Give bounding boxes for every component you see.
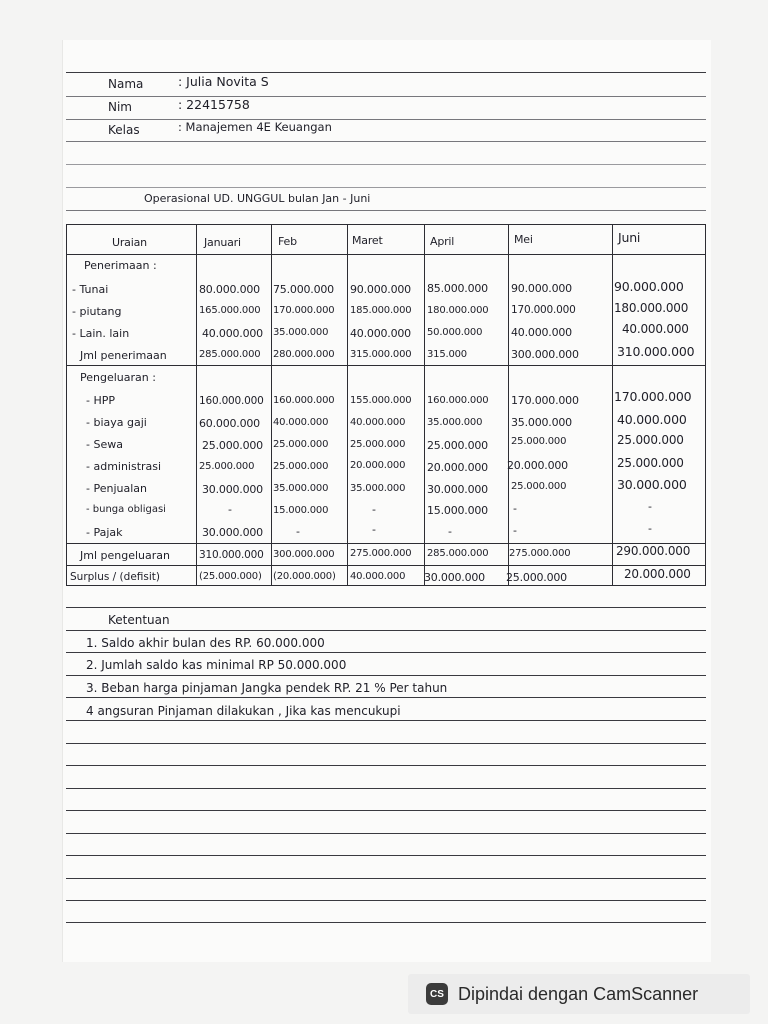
table-cell: 170.000.000 — [511, 394, 579, 407]
table-cell: 310.000.000 — [199, 549, 264, 561]
table-cell: 300.000.000 — [511, 348, 579, 361]
table-cell: 300.000.000 — [273, 549, 335, 560]
ruled-line — [66, 855, 706, 856]
ketentuan-item: 1. Saldo akhir bulan des RP. 60.000.000 — [86, 636, 325, 650]
table-cell: 80.000.000 — [199, 283, 260, 296]
table-cell: 275.000.000 — [350, 548, 412, 559]
column-header-juni: Juni — [618, 230, 641, 245]
table-cell: 30.000.000 — [617, 477, 687, 492]
row-label-surplus-defisit: Surplus / (defisit) — [70, 571, 160, 583]
row-label-jml-pengeluaran: Jml pengeluaran — [80, 549, 170, 562]
table-cell: 15.000.000 — [273, 505, 329, 516]
row-label-jml-penerimaan: Jml penerimaan — [80, 349, 167, 362]
column-divider — [612, 224, 613, 586]
ruled-line — [66, 833, 706, 834]
table-cell: 40.000.000 — [511, 326, 572, 339]
row-label-penjualan: - Penjualan — [86, 482, 147, 495]
table-cell: 285.000.000 — [199, 349, 261, 360]
table-cell: 15.000.000 — [427, 504, 488, 517]
ruled-line — [66, 96, 706, 97]
ruled-line — [66, 141, 706, 142]
table-cell: 25.000.000 — [511, 481, 567, 492]
ruled-line — [66, 810, 706, 811]
ruled-line — [66, 720, 706, 721]
column-divider — [508, 224, 509, 586]
table-cell: 35.000.000 — [511, 416, 572, 429]
ruled-line — [66, 187, 706, 188]
row-divider — [66, 365, 706, 366]
ketentuan-item: 4 angsuran Pinjaman dilakukan , Jika kas mencukupi — [86, 704, 401, 718]
column-divider — [424, 224, 425, 586]
nim-value: : 22415758 — [178, 97, 250, 112]
table-cell: 185.000.000 — [350, 305, 412, 316]
table-cell: 165.000.000 — [199, 305, 261, 316]
row-label-pajak: - Pajak — [86, 526, 123, 539]
ruled-line — [66, 630, 706, 631]
table-cell: 40.000.000 — [350, 327, 411, 340]
table-cell: 20.000.000 — [507, 459, 568, 472]
table-cell: - — [372, 523, 376, 536]
column-divider — [271, 224, 272, 586]
table-cell: 20.000.000 — [427, 461, 488, 474]
ruled-line — [66, 743, 706, 744]
row-label-biaya-gaji: - biaya gaji — [86, 416, 147, 429]
nim-label: Nim — [108, 100, 132, 114]
table-cell: 35.000.000 — [427, 417, 483, 428]
row-label-piutang: - piutang — [72, 305, 122, 318]
ruled-line — [66, 900, 706, 901]
table-cell: 20.000.000 — [350, 460, 406, 471]
table-cell: 25.000.000 — [617, 433, 684, 447]
table-cell: - — [228, 503, 232, 516]
table-cell: 160.000.000 — [427, 395, 489, 406]
ruled-line — [66, 788, 706, 789]
column-divider — [196, 224, 197, 586]
ruled-line — [66, 922, 706, 923]
table-cell: 40.000.000 — [273, 417, 329, 428]
table-cell: 275.000.000 — [509, 548, 571, 559]
nama-value: : Julia Novita S — [178, 74, 269, 89]
table-cell: 25.000.000 — [273, 461, 329, 472]
table-cell: 170.000.000 — [511, 304, 576, 316]
ruled-line — [66, 164, 706, 165]
ruled-line — [66, 765, 706, 766]
table-cell: 25.000.000 — [617, 456, 684, 470]
table-cell: 20.000.000 — [624, 567, 691, 581]
table-cell: 30.000.000 — [202, 483, 263, 496]
ketentuan-item: 2. Jumlah saldo kas minimal RP 50.000.000 — [86, 658, 347, 672]
table-cell: 40.000.000 — [202, 327, 263, 340]
table-cell: - — [513, 502, 517, 515]
column-header-feb: Feb — [278, 235, 297, 248]
row-label-lain-lain: - Lain. lain — [72, 327, 130, 340]
table-cell: 35.000.000 — [350, 483, 406, 494]
table-cell: 285.000.000 — [427, 548, 489, 559]
table-cell: 25.000.000 — [350, 439, 406, 450]
nama-label: Nama — [108, 77, 144, 91]
row-label-tunai: - Tunai — [72, 283, 109, 296]
table-cell: 315.000.000 — [350, 349, 412, 360]
table-cell: 25.000.000 — [273, 439, 329, 450]
row-label-administrasi: - administrasi — [86, 460, 162, 473]
table-cell: 90.000.000 — [614, 279, 684, 294]
table-cell: - — [448, 525, 452, 538]
column-header-maret: Maret — [352, 234, 383, 247]
ruled-line — [66, 607, 706, 608]
table-cell: - — [513, 524, 517, 537]
ruled-line — [66, 72, 706, 73]
row-divider — [66, 543, 706, 544]
camscanner-watermark — [408, 974, 750, 1014]
table-cell: 35.000.000 — [273, 483, 329, 494]
table-cell: 25.000.000 — [199, 461, 255, 472]
table-cell: - — [648, 500, 652, 513]
row-label-hpp: - HPP — [86, 394, 116, 407]
table-cell: 40.000.000 — [617, 412, 687, 427]
table-cell: - — [372, 503, 376, 516]
table-cell: 90.000.000 — [511, 282, 572, 295]
table-cell: 160.000.000 — [199, 395, 264, 407]
kelas-value: : Manajemen 4E Keuangan — [178, 120, 332, 134]
row-label-penerimaan: Penerimaan : — [84, 259, 157, 272]
column-header-april: April — [430, 235, 455, 248]
table-cell: 30.000.000 — [424, 571, 485, 584]
row-label-pengeluaran: Pengeluaran : — [80, 371, 156, 384]
table-cell: 35.000.000 — [273, 327, 329, 338]
table-cell: 160.000.000 — [273, 395, 335, 406]
ruled-line — [66, 210, 706, 211]
table-cell: 50.000.000 — [427, 327, 483, 338]
table-cell: 170.000.000 — [273, 305, 335, 316]
ketentuan-title: Ketentuan — [108, 613, 170, 627]
table-cell: 25.000.000 — [511, 436, 567, 447]
ruled-line — [66, 697, 706, 698]
table-cell: 25.000.000 — [427, 439, 488, 452]
table-cell: - — [296, 525, 300, 538]
table-cell: 170.000.000 — [614, 389, 692, 404]
camscanner-label: Dipindai dengan CamScanner — [458, 983, 699, 1004]
table-cell: (20.000.000) — [273, 571, 336, 582]
row-label-sewa: - Sewa — [86, 438, 123, 451]
table-cell: 75.000.000 — [273, 283, 334, 296]
table-cell: 60.000.000 — [199, 417, 260, 430]
ruled-line — [66, 878, 706, 879]
table-cell: 290.000.000 — [616, 544, 691, 558]
table-cell: 25.000.000 — [506, 571, 567, 584]
column-header-uraian: Uraian — [112, 236, 147, 249]
table-cell: 180.000.000 — [427, 305, 489, 316]
kelas-label: Kelas — [108, 123, 140, 137]
row-label-bunga-obligasi: - bunga obligasi — [86, 504, 166, 515]
table-cell: 155.000.000 — [350, 395, 412, 406]
table-cell: 30.000.000 — [202, 526, 263, 539]
table-cell: 85.000.000 — [427, 282, 488, 295]
ruled-line — [66, 119, 706, 120]
row-divider — [66, 565, 706, 566]
table-cell: 315.000 — [427, 349, 467, 360]
column-header-mei: Mei — [514, 233, 533, 246]
table-cell: 180.000.000 — [614, 301, 689, 315]
table-cell: 40.000.000 — [350, 417, 406, 428]
table-cell: - — [648, 522, 652, 535]
camscanner-logo-icon: CS — [426, 983, 448, 1005]
table-cell: 25.000.000 — [202, 439, 263, 452]
ketentuan-item: 3. Beban harga pinjaman Jangka pendek RP. 21 % Per tahun — [86, 681, 448, 695]
row-divider — [66, 254, 706, 255]
table-cell: (25.000.000) — [199, 571, 262, 582]
table-cell: 310.000.000 — [617, 344, 695, 359]
table-cell: 40.000.000 — [350, 571, 406, 582]
ruled-line — [66, 652, 706, 653]
table-cell: 40.000.000 — [622, 322, 689, 336]
table-cell: 30.000.000 — [427, 483, 488, 496]
table-cell: 90.000.000 — [350, 283, 411, 296]
column-divider — [347, 224, 348, 586]
table-title: Operasional UD. UNGGUL bulan Jan - Juni — [144, 192, 371, 205]
ruled-line — [66, 675, 706, 676]
column-header-januari: Januari — [204, 236, 241, 249]
table-cell: 280.000.000 — [273, 349, 335, 360]
